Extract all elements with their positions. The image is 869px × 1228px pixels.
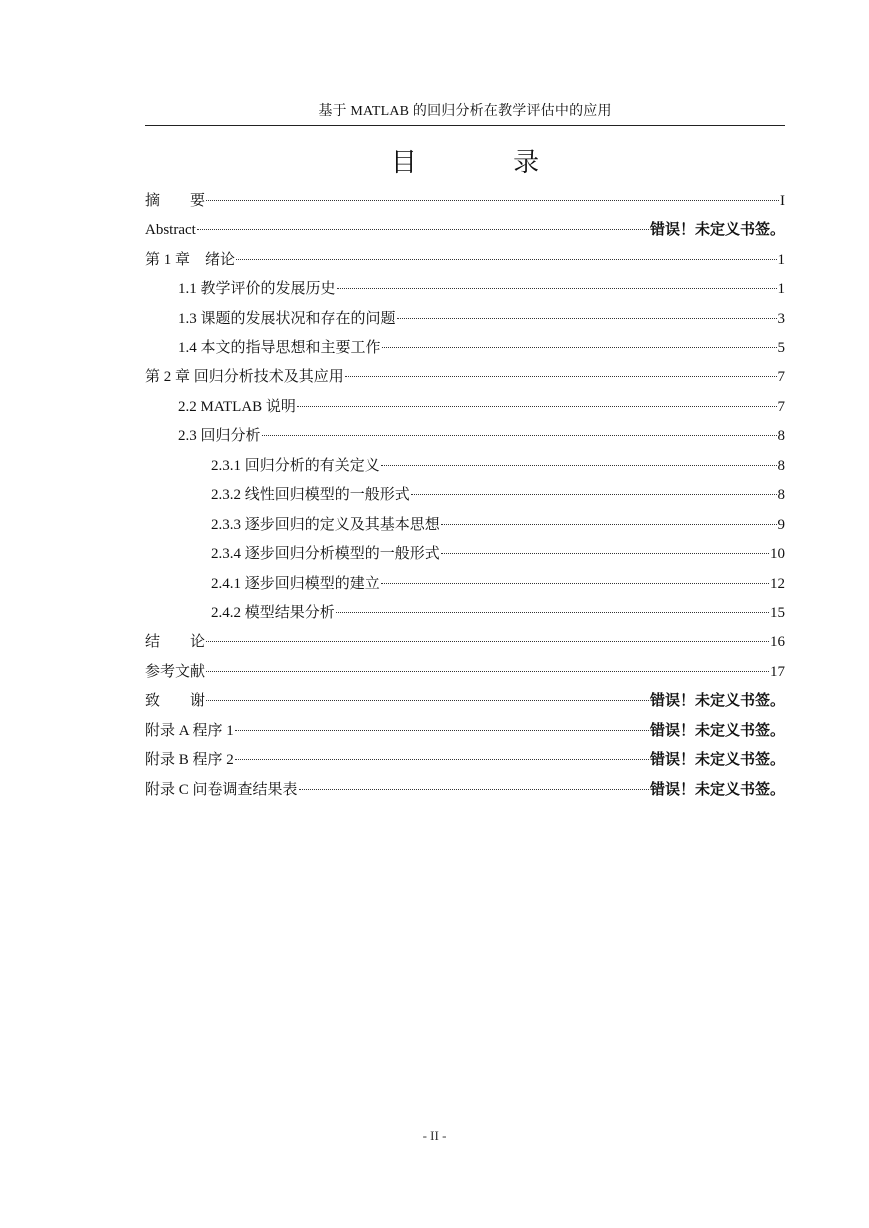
- toc-entry-page: 3: [777, 311, 785, 327]
- toc-leader-dots: [206, 631, 769, 642]
- toc-entry-page: 7: [777, 369, 785, 385]
- toc-leader-dots: [382, 337, 777, 348]
- toc-leader-dots: [345, 366, 777, 377]
- toc-leader-dots: [206, 690, 649, 701]
- toc-entry-label: 结 论: [145, 634, 206, 650]
- toc-entry-page: 8: [777, 487, 785, 503]
- toc-entry-label: 2.3.4 逐步回归分析模型的一般形式: [211, 546, 440, 562]
- toc-entry-page: 8: [777, 428, 785, 444]
- toc-entry-page: 12: [770, 576, 785, 592]
- toc-entry-2-2[interactable]: [178, 396, 785, 418]
- toc-entry-label: 致 谢: [145, 693, 206, 709]
- header-rule: [145, 125, 785, 126]
- toc-leader-dots: [336, 602, 769, 613]
- toc-entry-page: 错误！未定义书签。: [649, 723, 785, 739]
- toc-entry-page: 错误！未定义书签。: [649, 693, 785, 709]
- toc-leader-dots: [441, 543, 769, 554]
- toc-leader-dots: [397, 308, 777, 319]
- toc-entry-appendix-b[interactable]: [145, 749, 785, 771]
- toc-entry-page: 15: [770, 605, 785, 621]
- toc-entry-page: 1: [777, 281, 785, 297]
- toc-entry-label: 附录 A 程序 1: [145, 723, 234, 739]
- toc-entry-1-3[interactable]: [178, 308, 785, 330]
- toc-entry-appendix-c[interactable]: [145, 779, 785, 801]
- toc-entry-label: 附录 C 问卷调查结果表: [145, 782, 298, 798]
- running-header: 基于 MATLAB 的回归分析在教学评估中的应用: [318, 104, 612, 119]
- toc-leader-dots: [236, 249, 776, 260]
- toc-entry-page: 10: [770, 546, 785, 562]
- toc-entry-2-4-2[interactable]: [211, 602, 785, 624]
- toc-leader-dots: [206, 661, 769, 672]
- toc-leader-dots: [299, 779, 649, 790]
- toc-entry-references[interactable]: [145, 661, 785, 683]
- toc-entry-chapter-2[interactable]: [145, 366, 785, 388]
- toc-entry-label: 2.4.1 逐步回归模型的建立: [211, 576, 380, 592]
- toc-entry-page: 错误！未定义书签。: [649, 752, 785, 768]
- toc-leader-dots: [381, 573, 769, 584]
- toc-entry-2-4-1[interactable]: [211, 573, 785, 595]
- toc-entry-1-4[interactable]: [178, 337, 785, 359]
- toc-leader-dots: [206, 190, 779, 201]
- toc-entry-page: 5: [777, 340, 785, 356]
- page-number: - II -: [422, 1128, 447, 1143]
- toc-entry-acknowledgements[interactable]: [145, 690, 785, 712]
- toc-entry-2-3-3[interactable]: [211, 514, 785, 536]
- toc-entry-conclusion[interactable]: [145, 631, 785, 653]
- toc-entry-label: 1.3 课题的发展状况和存在的问题: [178, 311, 396, 327]
- toc-leader-dots: [235, 749, 649, 760]
- toc-entry-2-3[interactable]: [178, 425, 785, 447]
- toc-entry-page: 7: [777, 399, 785, 415]
- toc-entry-2-3-2[interactable]: [211, 484, 785, 506]
- toc-entry-abstract-cn[interactable]: [145, 190, 785, 212]
- toc-leader-dots: [337, 278, 777, 289]
- toc-leader-dots: [297, 396, 777, 407]
- toc-entry-label: 2.3.1 回归分析的有关定义: [211, 458, 380, 474]
- toc-entry-page: I: [780, 193, 785, 209]
- toc-leader-dots: [441, 514, 777, 525]
- toc-entry-page: 16: [770, 634, 785, 650]
- toc-entry-label: 摘 要: [145, 193, 206, 209]
- toc-entry-page: 错误！未定义书签。: [649, 782, 785, 798]
- toc-entry-appendix-a[interactable]: [145, 720, 785, 742]
- toc-entry-label: 参考文献: [145, 664, 206, 680]
- toc-leader-dots: [411, 484, 777, 495]
- toc-entry-page: 错误！未定义书签。: [649, 222, 785, 238]
- toc-entry-label: 2.3 回归分析: [178, 428, 261, 444]
- toc-entry-page: 9: [777, 517, 785, 533]
- toc-entry-label: 2.3.3 逐步回归的定义及其基本思想: [211, 517, 440, 533]
- toc-leader-dots: [235, 720, 649, 731]
- toc-entry-label: 2.4.2 模型结果分析: [211, 605, 335, 621]
- toc-entry-page: 17: [770, 664, 785, 680]
- toc-entry-label: 附录 B 程序 2: [145, 752, 234, 768]
- toc-entry-label: Abstract: [145, 222, 196, 238]
- toc-entry-label: 1.4 本文的指导思想和主要工作: [178, 340, 381, 356]
- toc-entry-label: 2.3.2 线性回归模型的一般形式: [211, 487, 410, 503]
- toc-entry-label: 1.1 教学评价的发展历史: [178, 281, 336, 297]
- toc-entry-2-3-1[interactable]: [211, 455, 785, 477]
- toc-entry-2-3-4[interactable]: [211, 543, 785, 565]
- toc-entry-chapter-1[interactable]: [145, 249, 785, 271]
- toc-title: 目 录: [390, 148, 584, 178]
- toc-entry-abstract-en[interactable]: [145, 219, 785, 241]
- toc-entry-label: 第 1 章 绪论: [145, 252, 236, 268]
- toc-entry-page: 1: [777, 252, 785, 268]
- toc-entry-label: 第 2 章 回归分析技术及其应用: [145, 369, 344, 385]
- toc-leader-dots: [381, 455, 777, 466]
- toc-entry-1-1[interactable]: [178, 278, 785, 300]
- toc-entry-label: 2.2 MATLAB 说明: [178, 399, 296, 415]
- toc-entry-page: 8: [777, 458, 785, 474]
- toc-leader-dots: [262, 425, 777, 436]
- toc-leader-dots: [197, 219, 649, 230]
